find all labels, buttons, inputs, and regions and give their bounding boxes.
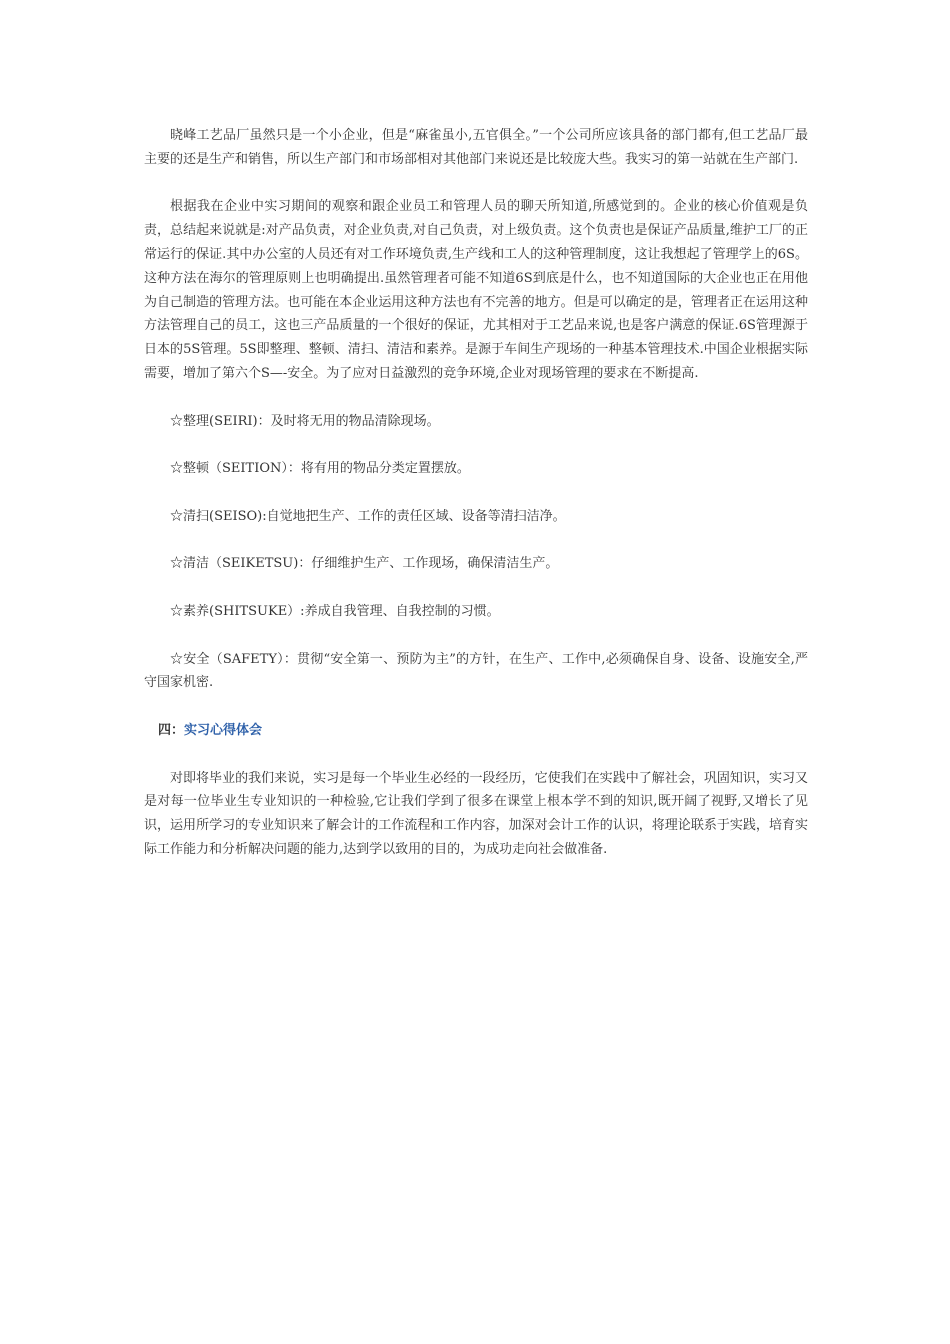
intro-paragraph: 晓峰工艺品厂虽然只是一个小企业，但是“麻雀虽小,五官俱全。”一个公司所应该具备的部门都有,但工艺品厂最主要的还是生产和销售，所以生产部门和市场部相对其他部门来说还是比较庞大些。我实习的第一站就在生产部门.: [144, 128, 808, 167]
section-title: 实习心得体会: [184, 722, 263, 738]
document-body: [144, 124, 808, 886]
list-item-shitsuke: ☆素养(SHITSUKE）:养成自我管理、自我控制的习惯。: [170, 603, 500, 619]
list-item-seiso: ☆清扫(SEISO):自觉地把生产、工作的责任区域、设备等清扫洁净。: [170, 508, 566, 524]
list-item-seiri: ☆整理(SEIRI)：及时将无用的物品清除现场。: [170, 413, 440, 429]
list-item-seiketsu: ☆清洁（SEIKETSU)：仔细维护生产、工作现场，确保清洁生产。: [170, 556, 559, 572]
section-heading: [144, 719, 808, 743]
core-values-paragraph: 根据我在企业中实习期间的观察和跟企业员工和管理人员的聊天所知道,所感觉到的。企业的核心价值观是负责，总结起来说就是:对产品负责，对企业负责,对自己负责，对上级负责。这个负责也是保证产品质量,维护工厂的正常运行的保证.其中办公室的人员还有对工作环境负责,生产线和工人的这种管理制度，这让我想起了管理学上的6S。这种方法在海尔的管理原则上也明确提出.虽然管理者可能不知道6S到底是什么，也不知道国际的大企业也正在用他为自己制造的管理方法。也可能在本企业运用这种方法也有不完善的地方。但是可以确定的是，管理者正在运用这种方法管理自己的员工，这也三产品质量的一个很好的保证，尤其相对于工艺品来说,也是客户满意的保证.6S管理源于日本的5S管理。5S即整理、整顿、清扫、清洁和素养。是源于车间生产现场的一种基本管理技术.中国企业根据实际需要，增加了第六个S—-安全。为了应对日益激烈的竞争环境,企业对现场管理的要求在不断提高.: [144, 199, 808, 381]
closing-paragraph: 对即将毕业的我们来说，实习是每一个毕业生必经的一段经历，它使我们在实践中了解社会，巩固知识，实习又是对每一位毕业生专业知识的一种检验,它让我们学到了很多在课堂上根本学不到的知识,既开阔了视野,又增长了见识，运用所学习的专业知识来了解会计的工作流程和工作内容，加深对会计工作的认识，将理论联系于实践，培育实际工作能力和分析解决问题的能力,达到学以致用的目的，为成功走向社会做准备.: [144, 770, 808, 857]
list-item-seiton: ☆整顿（SEITION）：将有用的物品分类定置摆放。: [170, 461, 470, 477]
section-number: 四：: [158, 722, 185, 738]
list-item-safety: ☆安全（SAFETY）：贯彻“安全第一、预防为主”的方针，在生产、工作中,必须确保自身、设备、设施安全,严守国家机密.: [144, 651, 808, 691]
